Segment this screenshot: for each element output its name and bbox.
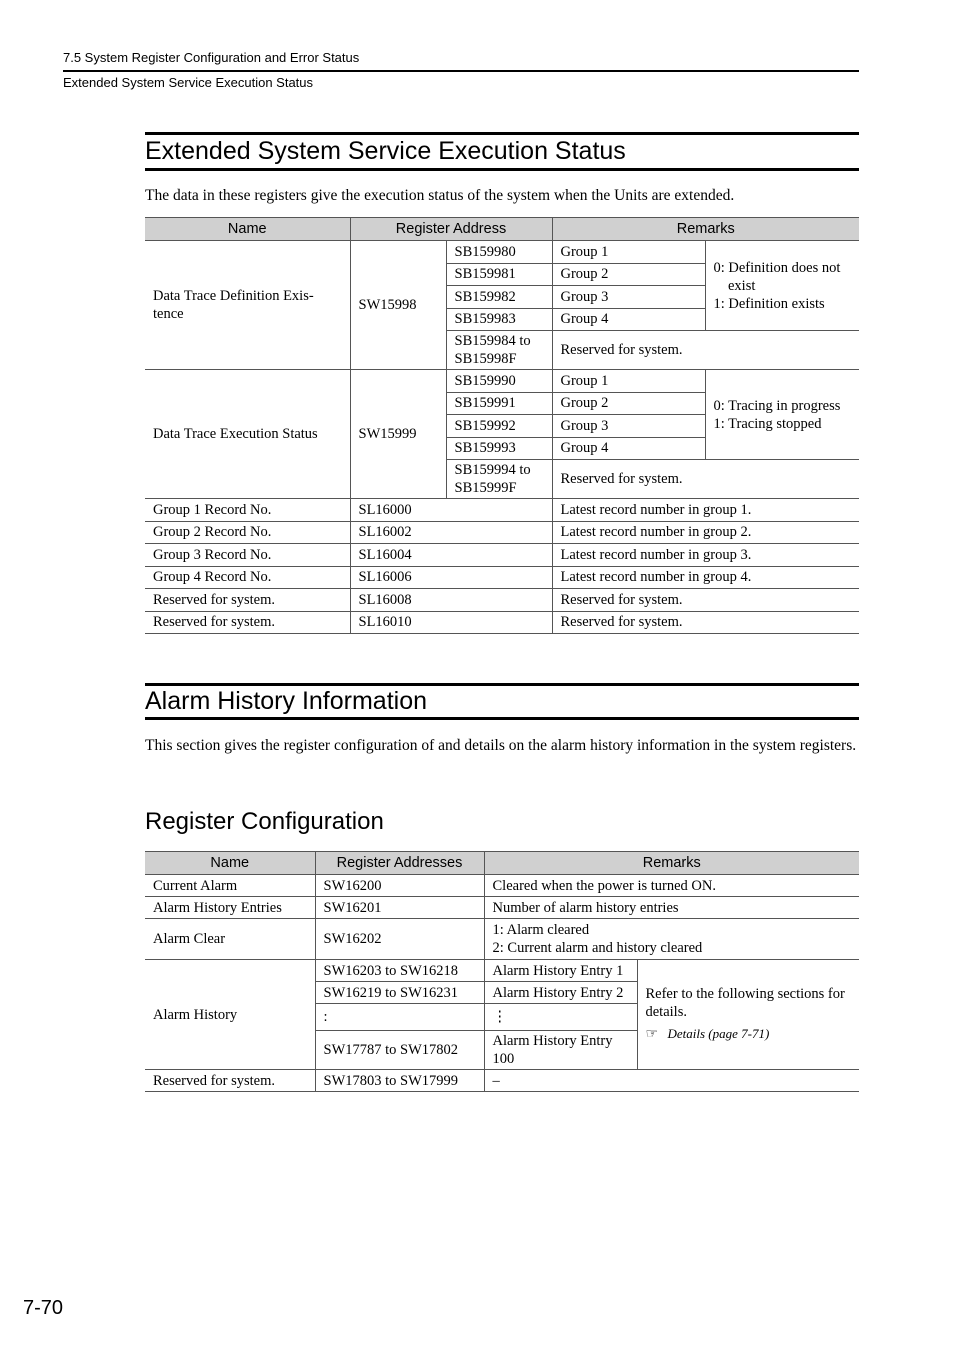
row-name: Group 2 Record No. [145,521,350,544]
trace-exec-reg: SW15999 [350,370,446,499]
group-label: Group 4 [552,437,705,460]
row-remark: Latest record number in group 2. [552,521,859,544]
column-header-name: Name [145,852,315,875]
bit-address: SB159981 [446,263,552,286]
bit-address: SB159992 [446,415,552,438]
trace-def-remark: 0: Definition does not exist 1: Definition exists [705,241,859,331]
history-entry: Alarm History Entry 100 [484,1031,637,1070]
group-label: Group 2 [552,392,705,415]
header-rule [63,70,859,72]
group-label: Group 1 [552,241,705,264]
row-remark: Latest record number in group 3. [552,544,859,567]
table-row [145,499,859,522]
row-remark: Reserved for system. [552,589,859,612]
bit-address: SB159990 [446,370,552,393]
row-name: Reserved for system. [145,1070,315,1092]
column-header-remarks: Remarks [484,852,859,875]
history-entry: ⋮ [484,1004,637,1031]
bit-address: SB159991 [446,392,552,415]
history-entry: Alarm History Entry 2 [484,982,637,1004]
table-row [145,544,859,567]
row-reg: SW16200 [315,875,484,897]
alarm-history-remark-text: Refer to the following sections for details. [645,986,845,1020]
table-row [145,960,859,982]
table-row [145,875,859,897]
row-reg: SL16006 [350,566,552,589]
row-reg: SW16201 [315,897,484,919]
history-reg: SW17787 to SW17802 [315,1031,484,1070]
trace-def-name: Data Trace Definition Exis- tence [145,241,350,370]
row-remark: Cleared when the power is turned ON. [484,875,859,897]
running-header-section: 7.5 System Register Configuration and Error Status [63,50,360,65]
row-remark: Reserved for system. [552,611,859,634]
reserved-remark: Reserved for system. [552,331,859,370]
row-remark: Latest record number in group 1. [552,499,859,522]
group-label: Group 3 [552,286,705,309]
row-reg: SL16002 [350,521,552,544]
column-header-register: Register Addresses [315,852,484,875]
column-header-remarks: Remarks [552,218,859,241]
table-row [145,1070,859,1092]
row-name: Group 1 Record No. [145,499,350,522]
alarm-history-name: Alarm History [145,960,315,1070]
section-title-alarm: Alarm History Information [145,683,859,720]
row-reg: SL16004 [350,544,552,567]
table-row [145,370,859,393]
history-entry: Alarm History Entry 1 [484,960,637,982]
subsection-title-register-config: Register Configuration [145,808,384,835]
table-row [145,241,859,264]
group-label: Group 3 [552,415,705,438]
alarm-clear-reg: SW16202 [315,919,484,960]
row-remark: – [484,1070,859,1092]
column-header-register: Register Address [350,218,552,241]
reserved-remark: Reserved for system. [552,460,859,499]
details-link[interactable]: Details (page 7-71) [667,1026,770,1041]
row-name: Current Alarm [145,875,315,897]
bit-address: SB159983 [446,308,552,331]
table-row [145,919,859,960]
row-reg: SL16008 [350,589,552,612]
table-row [145,897,859,919]
history-reg: SW16203 to SW16218 [315,960,484,982]
row-remark: Number of alarm history entries [484,897,859,919]
row-name: Alarm History Entries [145,897,315,919]
table-row [145,611,859,634]
section-intro-alarm: This section gives the register configuration of and details on the alarm history information in the system registers. [145,737,857,754]
section-title-extended: Extended System Service Execution Status [145,132,859,171]
group-label: Group 1 [552,370,705,393]
row-remark: Latest record number in group 4. [552,566,859,589]
bit-address: SB159980 [446,241,552,264]
bit-address: SB159982 [446,286,552,309]
alarm-register-table [145,851,859,1092]
row-reg: SL16010 [350,611,552,634]
row-name: Group 4 Record No. [145,566,350,589]
page-number: 7-70 [23,1297,64,1319]
table-header-row [145,852,859,875]
trace-def-reg: SW15998 [350,241,446,370]
row-name: Reserved for system. [145,611,350,634]
history-reg: SW16219 to SW16231 [315,982,484,1004]
trace-exec-remark: 0: Tracing in progress 1: Tracing stopped [705,370,859,460]
alarm-history-remark [637,960,859,1070]
row-name: Group 3 Record No. [145,544,350,567]
running-header-subsection: Extended System Service Execution Status [63,75,314,90]
row-reg: SW17803 to SW17999 [315,1070,484,1092]
alarm-clear-name: Alarm Clear [145,919,315,960]
table-row [145,566,859,589]
table-header-row [145,218,859,241]
alarm-clear-remark: 1: Alarm cleared 2: Current alarm and history cleared [484,919,859,960]
trace-exec-name: Data Trace Execution Status [145,370,350,499]
row-reg: SL16000 [350,499,552,522]
table-row [145,589,859,612]
table-row [145,521,859,544]
pointing-hand-icon: ☞ [645,1027,659,1042]
details-reference[interactable] [646,1025,852,1044]
reserved-bits: SB159984 to SB15998F [446,331,552,370]
row-name: Reserved for system. [145,589,350,612]
reserved-bits: SB159994 to SB15999F [446,460,552,499]
column-header-name: Name [145,218,350,241]
history-reg: : [315,1004,484,1031]
section-intro-extended: The data in these registers give the execution status of the system when the Units are extended. [145,187,735,204]
extended-status-table [145,217,859,634]
group-label: Group 2 [552,263,705,286]
group-label: Group 4 [552,308,705,331]
bit-address: SB159993 [446,437,552,460]
